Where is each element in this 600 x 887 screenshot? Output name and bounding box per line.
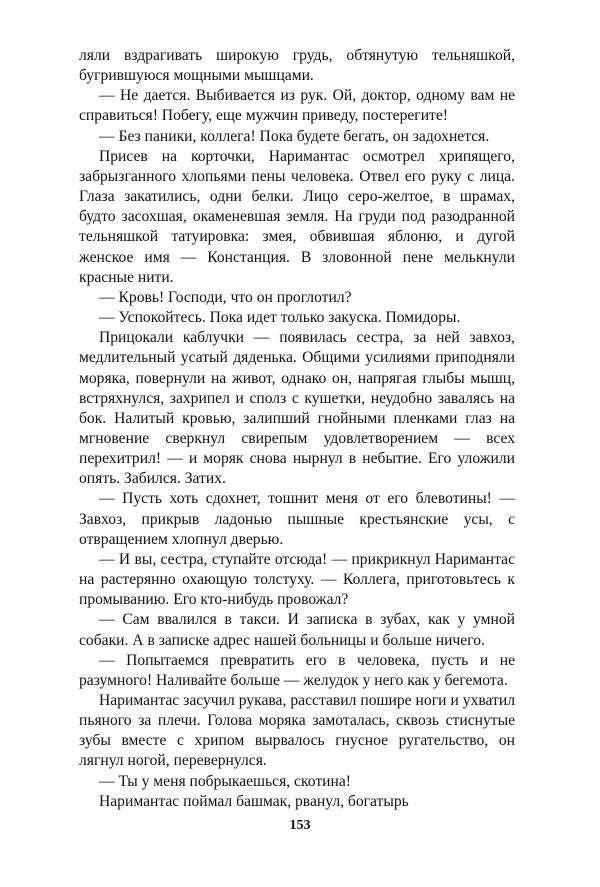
paragraph-12: Наримантас засучил рукава, расставил пошире ноги и ухватил пьяного за плечи. Голова моряка замоталась, сквозь стиснутые зубы вместе с хрипом вырвалось гнусное ругательство, он лягнул ногой, перевернулся. — [79, 692, 515, 770]
paragraph-14: Наримантас поймал башмак, рванул, богатырь — [99, 792, 409, 810]
paragraph-9: — И вы, сестра, ступайте отсюда! — прикрикнул Наримантас на растерянно охающую толстуху. — Коллега, приготовьтесь к промыванию. Его кто-нибудь провожал? — [79, 550, 515, 609]
paragraph-6: — Успокойтесь. Пока идет только закуска. Помидоры. — [99, 309, 461, 327]
paragraph-1: ляли вздрагивать широкую грудь, обтянутую тельняшкой, бугрившуюся мощными мышцами. — [79, 47, 515, 85]
paragraph-11: — Попытаемся превратить его в человека, пусть и не разумного! Наливайте больше — желудок у него как у бегемота. — [79, 651, 515, 689]
paragraph-8: — Пусть хоть сдохнет, тошнит меня от его блевотины! — Завхоз, прикрыв ладонью пышные крестьянские усы, с отвращением хлопнул дверью. — [79, 490, 515, 548]
paragraph-2: — Не дается. Выбивается из рук. Ой, доктор, одному вам не справиться! Побегу, еще мужчин приведу, постерегите! — [79, 87, 515, 125]
paragraph-4: Присев на корточки, Наримантас осмотрел хрипящего, забрызганного хлопьями пены человека. Отвел его руку с лица. Глаза закатились, одни белки. Лицо серо-желтое, в шрамах, будто засохшая, окаменевшая земля. На груди под разодранной тельняшкой татуировка: змея, обвившая яблоню, и дугой женское имя — Констанция. В зловонной пене мелькнули красные нити. — [79, 147, 515, 286]
paragraph-3: — Без паники, коллега! Пока будете бегать, он задохнется. — [99, 127, 490, 145]
paragraph-13: — Ты у меня побрыкаешься, скотина! — [99, 772, 351, 790]
paragraph-10: — Сам ввалился в такси. И записка в зубах, как у умной собаки. А в записке адрес нашей больницы и больше ничего. — [79, 611, 515, 649]
paragraph-5: — Кровь! Господи, что он проглотил? — [99, 288, 352, 306]
page-number: 153 — [289, 818, 311, 833]
page-text — [79, 46, 515, 812]
paragraph-7: Прицокали каблучки — появилась сестра, за ней завхоз, медлительный усатый дяденька. Общими усилиями приподняли моряка, повернули на живот, однако он, напрягая глыбы мышц, встряхнулся, захрипел и сполз с кушетки, неудобно завалясь на бок. Налитый кровью, залипший гнойными пленками глаз на мгновение сверкнул свирепым удовлетворением — всех перехитрил! — и моряк снова нырнул в небытие. Его уложили опять. Забился. Затих. — [79, 329, 515, 488]
